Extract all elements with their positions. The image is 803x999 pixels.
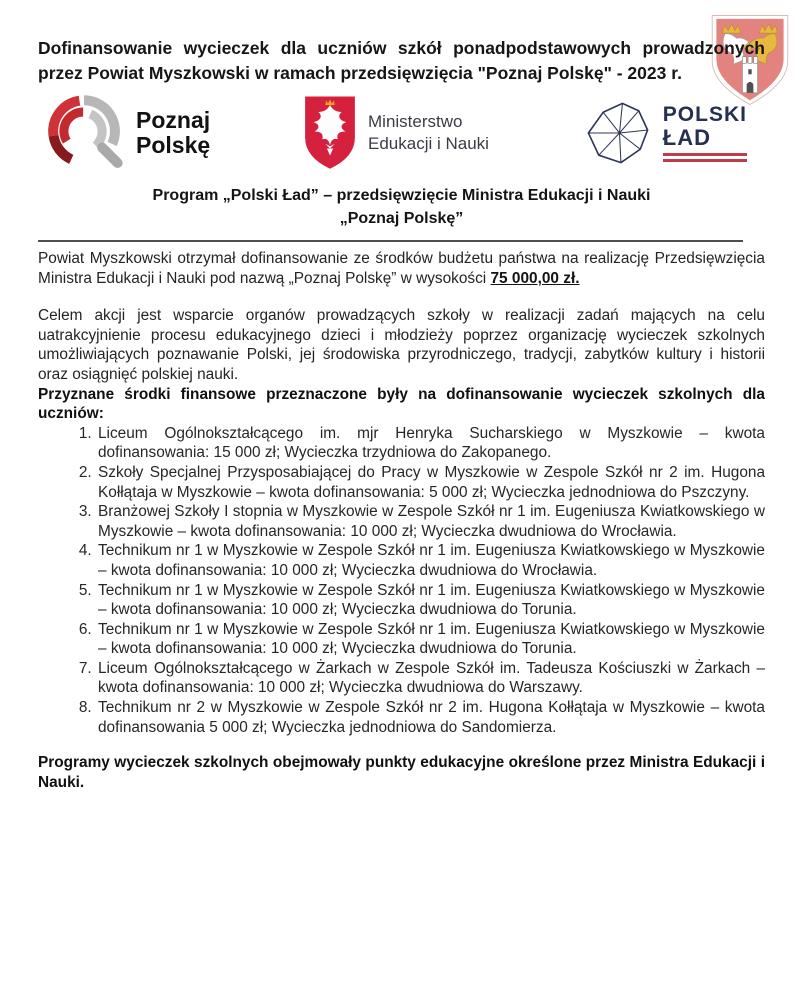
- poland-outline-faceted-map-icon: [581, 96, 655, 170]
- goal-paragraph: Celem akcji jest wsparcie organów prowadzących szkoły w realizacji zadań mających na celu uatrakcyjnienie procesu edukacyjnego dzieci i młodzieży poprzez organizację wycieczek szkolnych umożliwiających poznawanie Polski, jej środowiska przyrodniczego, tradycji, zabytków kultury i historii oraz osiągnięć polskiej nauki.: [38, 307, 765, 383]
- ministerstwo-line2: Edukacji i Nauki: [368, 134, 489, 153]
- list-item: 5. Technikum nr 1 w Myszkowie w Zespole Szkół nr 1 im. Eugeniusza Kwiatkowskiego w Myszkowie – kwota dofinansowania: 10 000 zł; Wycieczka dwudniowa do Torunia.: [96, 581, 765, 620]
- polski-lad-line2: ŁAD: [662, 125, 712, 150]
- list-item: 1. Liceum Ogólnokształcącego im. mjr Henryka Sucharskiego w Myszkowie – kwota dofinansowania: 15 000 zł; Wycieczka trzydniowa do Zakopanego.: [96, 424, 765, 463]
- list-item: 2. Szkoły Specjalnej Przysposabiającej do Pracy w Myszkowie w Zespole Szkół nr 2 im. Hugona Kołłątaja w Myszkowie – kwota dofinansowania: 5 000 zł; Wycieczka jednodniowa do Pszczyny.: [96, 463, 765, 502]
- polski-lad-line1: POLSKI: [662, 103, 747, 126]
- document-body: [38, 249, 765, 792]
- magnifier-rings-icon: [38, 93, 130, 173]
- funding-paragraph: [38, 249, 765, 288]
- list-item: 3. Branżowej Szkoły I stopnia w Myszkowie w Zespole Szkół nr 1 im. Eugeniusza Kwiatkowskiego w Myszkowie – kwota dofinansowania: 10 000 zł; Wycieczka dwudniowa do Wrocławia.: [96, 502, 765, 541]
- school-funding-list: [38, 424, 765, 738]
- page-title: Dofinansowanie wycieczek dla uczniów szkół ponadpodstawowych prowadzonych przez Powiat Myszkowski w ramach przedsięwzięcia "Poznaj Polskę" - 2023 r.: [38, 38, 765, 83]
- poznaj-line1: Poznaj: [136, 107, 211, 133]
- program-heading-line1: Program „Polski Ład” – przedsięwzięcie Ministra Edukacji i Nauki: [152, 187, 651, 204]
- poznaj-line2: Polskę: [136, 132, 211, 158]
- poznaj-polske-logo-text: [136, 108, 210, 158]
- allocated-heading: Przyznane środki finansowe przeznaczone były na dofinansowanie wycieczek szkolnych dla uczniów:: [38, 385, 765, 423]
- white-eagle-red-shield-icon: [302, 94, 358, 172]
- program-heading: [38, 184, 765, 230]
- ministerstwo-logo: [302, 94, 489, 172]
- list-item: 4. Technikum nr 1 w Myszkowie w Zespole Szkół nr 1 im. Eugeniusza Kwiatkowskiego w Myszkowie – kwota dofinansowania: 10 000 zł; Wycieczka dwudniowa do Wrocławia.: [96, 541, 765, 580]
- list-item: 7. Liceum Ogólnokształcącego w Żarkach w Zespole Szkół im. Tadeusza Kościuszki w Żarkach – kwota dofinansowania: 10 000 zł; Wycieczka dwudniowa do Warszawy.: [96, 659, 765, 698]
- list-item: 8. Technikum nr 2 w Myszkowie w Zespole Szkół nr 2 im. Hugona Kołłątaja w Myszkowie – kwota dofinansowania 5 000 zł; Wycieczka jednodniowa do Sandomierza.: [96, 698, 765, 737]
- list-item: 6. Technikum nr 1 w Myszkowie w Zespole Szkół nr 1 im. Eugeniusza Kwiatkowskiego w Myszkowie – kwota dofinansowania: 10 000 zł; Wycieczka dwudniowa do Torunia.: [96, 620, 765, 659]
- funding-intro-text: Powiat Myszkowski otrzymał dofinansowanie ze środków budżetu państwa na realizację Przedsięwzięcia Ministra Edukacji i Nauki pod nazwą „Poznaj Polskę” w wysokości: [38, 250, 765, 287]
- polski-lad-logo-text: [663, 104, 747, 162]
- polski-lad-underline: [663, 153, 747, 162]
- ministerstwo-line1: Ministerstwo: [368, 112, 463, 131]
- section-divider: [38, 240, 743, 242]
- logos-row: [38, 92, 765, 174]
- program-heading-line2: „Poznaj Polskę”: [339, 210, 464, 227]
- funding-amount: 75 000,00 zł.: [490, 269, 580, 287]
- closing-paragraph: Programy wycieczek szkolnych obejmowały punkty edukacyjne określone przez Ministra Edukacji i Nauki.: [38, 754, 765, 791]
- ministerstwo-logo-text: [368, 111, 489, 155]
- poznaj-polske-logo: [38, 93, 210, 173]
